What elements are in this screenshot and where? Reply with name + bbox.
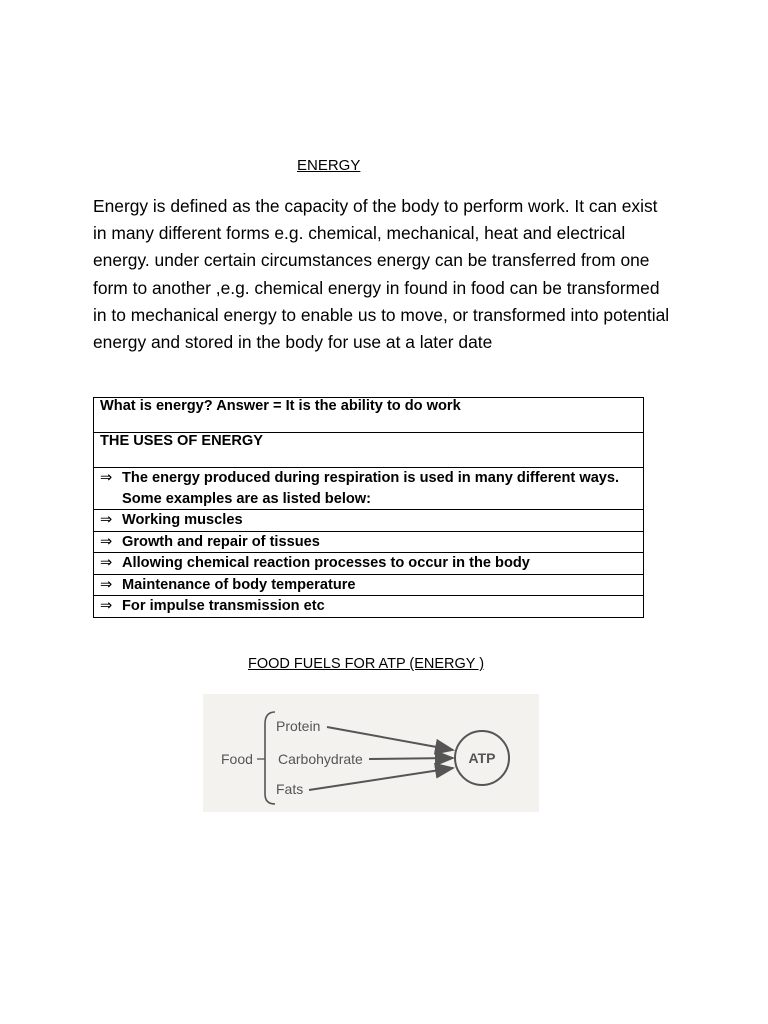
energy-uses-table: [93, 397, 644, 618]
uses-heading: THE USES OF ENERGY: [94, 433, 644, 468]
list-item-text: Maintenance of body temperature: [122, 576, 356, 593]
heading-row: [94, 433, 644, 468]
list-item-text: The energy produced during respiration is used in many different ways. Some examples are as listed below:: [122, 470, 620, 507]
diagram-source-label: Food: [221, 751, 253, 767]
fuel-label-carbohydrate: Carbohydrate: [278, 751, 363, 767]
question-cell: What is energy? Answer = It is the ability to do work: [94, 398, 644, 433]
list-item: [94, 574, 644, 596]
fuel-label-protein: Protein: [276, 718, 321, 734]
list-item-text: For impulse transmission etc: [122, 598, 325, 614]
list-item: [94, 596, 644, 618]
list-item: [94, 510, 644, 532]
double-arrow-icon: ⇒: [100, 598, 113, 614]
diagram-title: FOOD FUELS FOR ATP (ENERGY ): [248, 656, 485, 672]
list-item-text: Working muscles: [122, 512, 243, 528]
list-item: [94, 531, 644, 553]
list-item: [94, 468, 644, 510]
atp-diagram-svg: [203, 694, 539, 812]
atp-diagram: [203, 694, 539, 812]
atp-label: ATP: [468, 750, 496, 766]
arrow-carbohydrate: [369, 758, 453, 759]
double-arrow-icon: ⇒: [100, 576, 113, 593]
brace-shape: [265, 712, 275, 804]
arrow-protein: [327, 727, 453, 750]
list-item: [94, 553, 644, 575]
fuel-label-fats: Fats: [276, 781, 304, 797]
double-arrow-icon: ⇒: [100, 533, 113, 550]
double-arrow-icon: ⇒: [100, 470, 113, 486]
double-arrow-icon: ⇒: [100, 555, 113, 571]
intro-paragraph: Energy is defined as the capacity of the body to perform work. It can exist in many different forms e.g. chemical, mechanical, heat and electrical energy. under certain circumstances energy can be transferred from one form to another ,e.g. chemical energy in found in food can be transformed in to mechanical energy to enable us to move, or transformed into potential energy and stored in the body for use at a later date: [93, 196, 670, 353]
page-title: ENERGY: [297, 157, 361, 174]
double-arrow-icon: ⇒: [100, 512, 113, 528]
list-item-text: Growth and repair of tissues: [122, 533, 320, 550]
question-row: [94, 398, 644, 433]
list-item-text: Allowing chemical reaction processes to occur in the body: [122, 555, 530, 571]
arrow-fats: [309, 768, 453, 790]
